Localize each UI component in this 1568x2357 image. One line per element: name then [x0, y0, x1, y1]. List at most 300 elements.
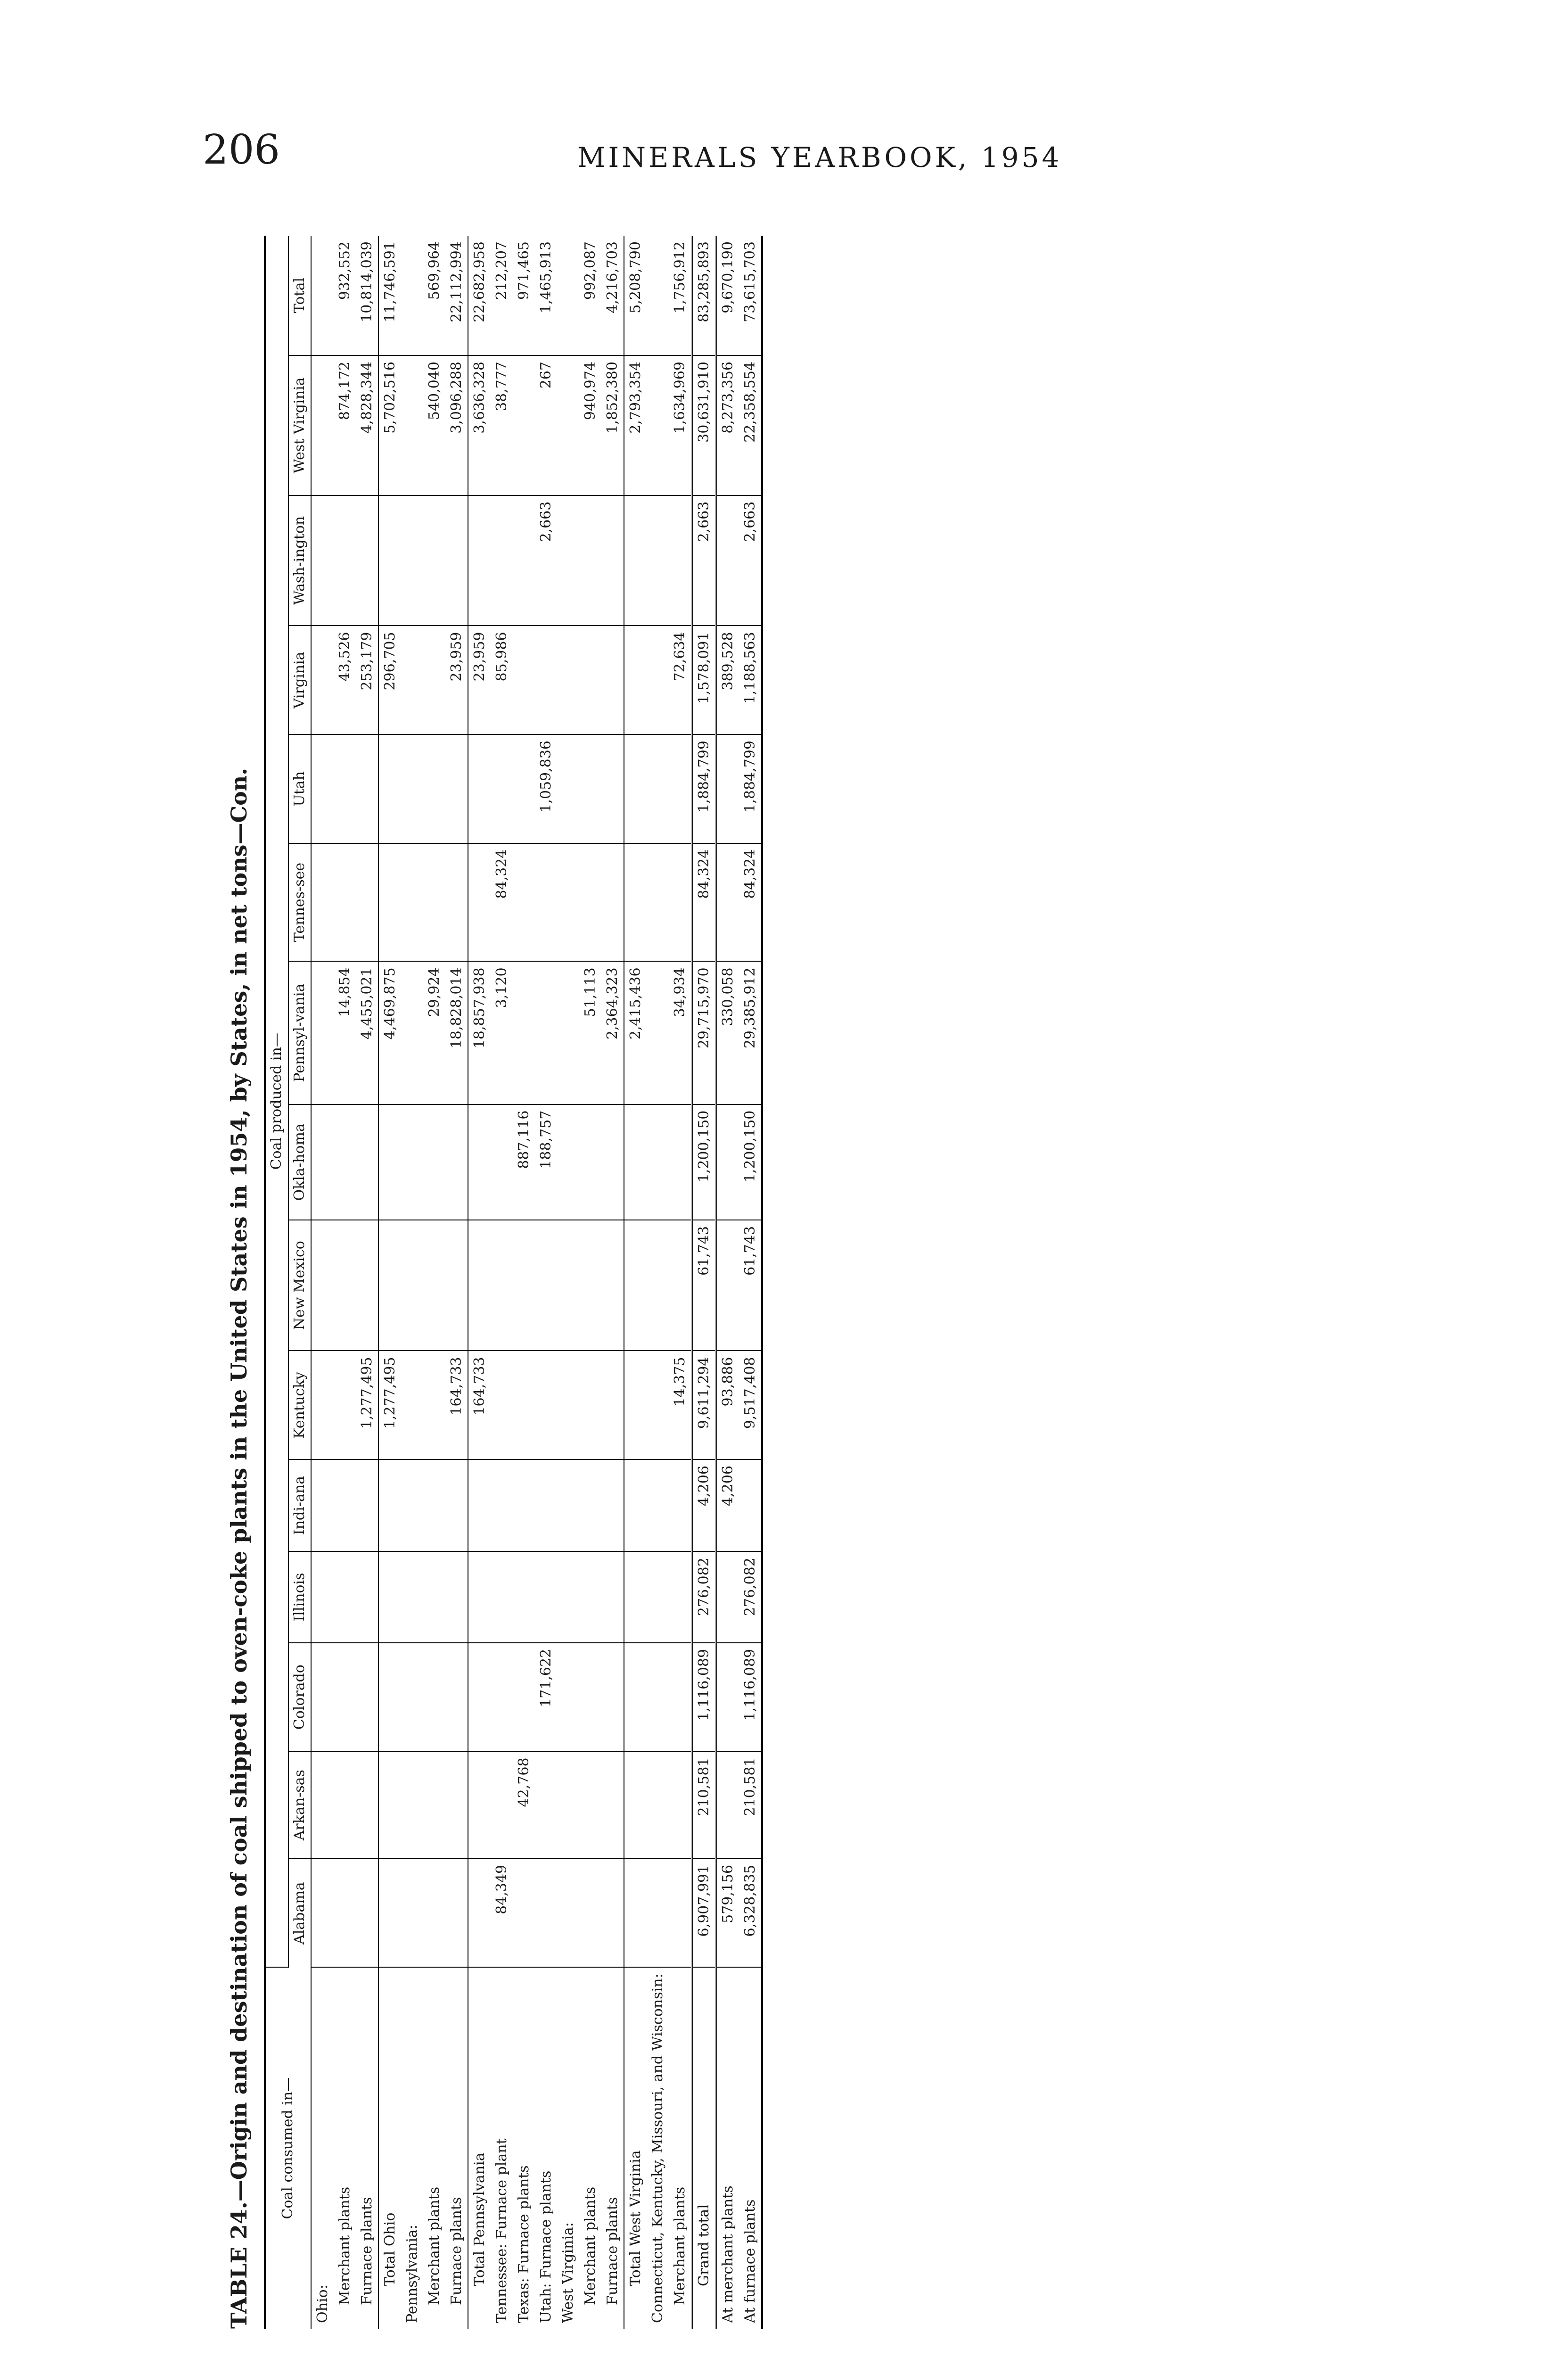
table-cell [356, 843, 378, 962]
table-cell [356, 1459, 378, 1551]
table-cell: 164,733 [468, 1351, 491, 1459]
table-cell: 5,208,790 [624, 236, 647, 355]
table-cell [669, 1220, 692, 1351]
table-row [378, 236, 401, 2329]
table-cell [356, 1751, 378, 1858]
table-cell: 22,682,958 [468, 236, 491, 355]
row-label: West Virginia: [560, 2222, 576, 2323]
table-cell [401, 1751, 423, 1858]
table-cell: 4,455,021 [356, 961, 378, 1104]
row-label: Grand total [692, 1967, 716, 2329]
table-cell: 1,116,089 [692, 1643, 716, 1752]
row-label: Merchant plants [337, 2186, 353, 2305]
table-cell [513, 1643, 535, 1752]
rotated-table-area [222, 203, 1164, 2348]
table-cell [401, 236, 423, 355]
table-cell [647, 355, 669, 495]
table-cell [513, 734, 535, 843]
table-cell [378, 1643, 401, 1752]
table-cell [445, 495, 468, 626]
row-label: Total West Virginia [624, 1967, 647, 2329]
table-cell: 43,526 [334, 626, 356, 734]
table-cell [647, 734, 669, 843]
table-cell [624, 1859, 647, 1968]
table-cell: 3,636,328 [468, 355, 491, 495]
table-cell [716, 1104, 739, 1220]
table-cell [601, 1751, 624, 1858]
table-row [601, 236, 624, 2329]
table-cell [468, 1104, 491, 1220]
table-cell: 6,328,835 [739, 1859, 762, 1968]
table-cell [423, 1104, 445, 1220]
coal-shipments-table [264, 236, 763, 2329]
table-cell [716, 843, 739, 962]
table-cell [401, 1104, 423, 1220]
table-cell [557, 1351, 579, 1459]
table-cell [716, 1220, 739, 1351]
table-cell: 5,702,516 [378, 355, 401, 495]
table-cell [579, 1859, 601, 1968]
table-cell: 61,743 [692, 1220, 716, 1351]
table-cell [334, 1220, 356, 1351]
table-cell [669, 734, 692, 843]
table-cell [669, 1751, 692, 1858]
table-cell: 296,705 [378, 626, 401, 734]
table-cell [624, 1351, 647, 1459]
table-cell [601, 1104, 624, 1220]
table-row [647, 236, 669, 2329]
table-cell: 18,828,014 [445, 961, 468, 1104]
table-cell [647, 626, 669, 734]
table-cell [557, 1859, 579, 1968]
table-cell [334, 1643, 356, 1752]
table-cell [423, 1351, 445, 1459]
row-label: Furnace plants [448, 2197, 465, 2305]
table-cell [491, 1220, 513, 1351]
row-label: Merchant plants [672, 2186, 688, 2305]
table-cell [334, 495, 356, 626]
table-cell [535, 1351, 557, 1459]
table-row [356, 236, 378, 2329]
table-cell: 9,611,294 [692, 1351, 716, 1459]
table-row [491, 236, 513, 2329]
table-cell: 276,082 [739, 1551, 762, 1643]
table-cell [579, 626, 601, 734]
table-cell [669, 843, 692, 962]
table-cell [601, 1859, 624, 1968]
table-cell: 971,465 [513, 236, 535, 355]
table-cell [311, 1859, 334, 1968]
table-cell [356, 1859, 378, 1968]
table-cell [468, 495, 491, 626]
row-label: At merchant plants [720, 2185, 736, 2323]
table-cell: 14,854 [334, 961, 356, 1104]
table-cell: 992,087 [579, 236, 601, 355]
table-cell: 22,112,994 [445, 236, 468, 355]
table-cell: 84,324 [692, 843, 716, 962]
table-cell [468, 1643, 491, 1752]
table-cell: 83,285,893 [692, 236, 716, 355]
table-cell [624, 1220, 647, 1351]
table-cell [601, 626, 624, 734]
table-cell [557, 1104, 579, 1220]
table-cell: 84,349 [491, 1859, 513, 1968]
table-cell [401, 495, 423, 626]
table-cell [579, 1751, 601, 1858]
table-cell [334, 1351, 356, 1459]
table-cell [491, 1459, 513, 1551]
table-cell [445, 1859, 468, 1968]
table-cell [491, 1551, 513, 1643]
table-cell [601, 1551, 624, 1643]
table-cell [513, 1459, 535, 1551]
table-cell: 330,058 [716, 961, 739, 1104]
table-row [445, 236, 468, 2329]
table-cell [423, 1220, 445, 1351]
table-cell: 1,852,380 [601, 355, 624, 495]
table-cell [401, 1351, 423, 1459]
table-cell [601, 843, 624, 962]
table-cell [557, 1643, 579, 1752]
table-cell [624, 843, 647, 962]
table-cell: 171,622 [535, 1643, 557, 1752]
table-cell [716, 1551, 739, 1643]
table-cell [579, 1104, 601, 1220]
table-cell: 569,964 [423, 236, 445, 355]
table-cell: 1,756,912 [669, 236, 692, 355]
table-cell [401, 1220, 423, 1351]
table-cell [513, 1859, 535, 1968]
table-cell [513, 495, 535, 626]
table-cell: 2,415,436 [624, 961, 647, 1104]
table-cell [423, 843, 445, 962]
table-cell [557, 1459, 579, 1551]
table-cell [535, 1551, 557, 1643]
table-cell [401, 1643, 423, 1752]
table-cell [445, 1751, 468, 1858]
table-cell: 940,974 [579, 355, 601, 495]
table-cell [535, 1859, 557, 1968]
table-cell [624, 1751, 647, 1858]
table-cell [468, 734, 491, 843]
table-cell [647, 236, 669, 355]
table-cell: 1,465,913 [535, 236, 557, 355]
table-cell: 1,188,563 [739, 626, 762, 734]
table-cell [311, 626, 334, 734]
table-cell [401, 626, 423, 734]
table-cell [311, 1220, 334, 1351]
table-cell [535, 1459, 557, 1551]
table-cell [468, 1459, 491, 1551]
table-cell [356, 1220, 378, 1351]
table-cell [535, 961, 557, 1104]
table-cell: 3,096,288 [445, 355, 468, 495]
column-header: Wash-ington [288, 495, 312, 626]
column-header: Pennsyl-vania [288, 961, 312, 1104]
table-cell: 42,768 [513, 1751, 535, 1858]
column-header: Illinois [288, 1551, 312, 1643]
table-cell: 9,670,190 [716, 236, 739, 355]
table-cell: 540,040 [423, 355, 445, 495]
table-cell: 4,216,703 [601, 236, 624, 355]
table-cell: 1,116,089 [739, 1643, 762, 1752]
table-cell: 84,324 [739, 843, 762, 962]
table-cell [513, 1351, 535, 1459]
table-cell [601, 495, 624, 626]
table-cell: 4,206 [716, 1459, 739, 1551]
table-cell: 210,581 [692, 1751, 716, 1858]
table-cell [356, 495, 378, 626]
column-header: Arkan-sas [288, 1751, 312, 1858]
table-cell: 1,884,799 [692, 734, 716, 843]
table-cell: 4,828,344 [356, 355, 378, 495]
table-cell: 2,663 [739, 495, 762, 626]
table-cell [535, 1751, 557, 1858]
table-cell [535, 626, 557, 734]
table-cell: 1,884,799 [739, 734, 762, 843]
table-cell [311, 236, 334, 355]
table-cell [423, 1859, 445, 1968]
table-cell [601, 1351, 624, 1459]
table-cell [334, 1459, 356, 1551]
table-cell [334, 843, 356, 962]
table-cell [513, 355, 535, 495]
table-cell [423, 734, 445, 843]
table-cell [601, 1643, 624, 1752]
table-cell [579, 1351, 601, 1459]
table-cell: 14,375 [669, 1351, 692, 1459]
table-cell [423, 1643, 445, 1752]
table-cell [557, 1751, 579, 1858]
table-row [311, 236, 334, 2329]
table-cell: 4,206 [692, 1459, 716, 1551]
table-cell [647, 843, 669, 962]
table-cell [311, 355, 334, 495]
table-row [468, 236, 491, 2329]
table-cell: 1,578,091 [692, 626, 716, 734]
table-cell [647, 1751, 669, 1858]
table-row [624, 236, 647, 2329]
table-cell [401, 1551, 423, 1643]
table-cell [513, 1551, 535, 1643]
table-cell [579, 495, 601, 626]
table-cell [356, 1643, 378, 1752]
table-cell [739, 1459, 762, 1551]
table-cell [624, 734, 647, 843]
table-cell: 10,814,039 [356, 236, 378, 355]
table-cell [311, 1351, 334, 1459]
table-cell: 85,986 [491, 626, 513, 734]
table-cell [334, 1104, 356, 1220]
table-cell [579, 843, 601, 962]
column-header: Indi-ana [288, 1459, 312, 1551]
table-cell [445, 1643, 468, 1752]
table-cell [535, 843, 557, 962]
table-cell [491, 1104, 513, 1220]
table-cell: 276,082 [692, 1551, 716, 1643]
table-cell [513, 843, 535, 962]
table-cell [624, 1459, 647, 1551]
table-cell [445, 734, 468, 843]
table-cell [669, 1459, 692, 1551]
table-cell [647, 1220, 669, 1351]
table-cell: 1,277,495 [378, 1351, 401, 1459]
table-cell [378, 495, 401, 626]
table-cell [669, 1643, 692, 1752]
table-cell: 84,324 [491, 843, 513, 962]
table-cell [601, 734, 624, 843]
row-label: Texas: Furnace plants [516, 2165, 532, 2323]
table-cell: 874,172 [334, 355, 356, 495]
table-cell [468, 843, 491, 962]
table-cell: 3,120 [491, 961, 513, 1104]
table-cell [334, 1751, 356, 1858]
table-row [513, 236, 535, 2329]
table-cell: 18,857,938 [468, 961, 491, 1104]
table-cell [491, 1643, 513, 1752]
row-header: Coal consumed in— [265, 1967, 311, 2329]
column-header: Okla-homa [288, 1104, 312, 1220]
table-cell [647, 1859, 669, 1968]
table-cell [557, 961, 579, 1104]
table-cell [423, 1551, 445, 1643]
column-header: Tennes-see [288, 843, 312, 962]
row-label: Total Ohio [378, 1967, 401, 2329]
table-row [716, 236, 739, 2329]
table-title: TABLE 24.—Origin and destination of coal shipped to oven-coke plants in the United States in 1954, by States, in net tons—Con. [226, 767, 252, 2329]
table-cell: 22,358,554 [739, 355, 762, 495]
table-cell [311, 961, 334, 1104]
table-cell: 887,116 [513, 1104, 535, 1220]
table-cell [378, 1459, 401, 1551]
table-cell [491, 495, 513, 626]
table-cell: 4,469,875 [378, 961, 401, 1104]
table-cell [557, 236, 579, 355]
table-cell [624, 1104, 647, 1220]
column-header: Virginia [288, 626, 312, 734]
column-header: Colorado [288, 1643, 312, 1752]
table-cell: 29,715,970 [692, 961, 716, 1104]
table-cell [716, 495, 739, 626]
table-cell [311, 1643, 334, 1752]
table-cell: 1,200,150 [692, 1104, 716, 1220]
table-cell [311, 843, 334, 962]
table-cell: 23,959 [468, 626, 491, 734]
table-cell [716, 1751, 739, 1858]
table-cell [311, 1751, 334, 1858]
table-row [401, 236, 423, 2329]
table-cell [557, 843, 579, 962]
row-label: Total Pennsylvania [468, 1967, 491, 2329]
column-header: Kentucky [288, 1351, 312, 1459]
table-cell: 932,552 [334, 236, 356, 355]
table-cell: 212,207 [491, 236, 513, 355]
table-cell [557, 1220, 579, 1351]
table-cell [378, 1220, 401, 1351]
table-cell [334, 1551, 356, 1643]
table-cell [601, 1220, 624, 1351]
table-cell [356, 1104, 378, 1220]
table-cell [311, 495, 334, 626]
table-cell [423, 626, 445, 734]
table-cell [716, 734, 739, 843]
table-cell: 6,907,991 [692, 1859, 716, 1968]
table-cell: 267 [535, 355, 557, 495]
table-cell: 164,733 [445, 1351, 468, 1459]
table-cell [579, 734, 601, 843]
table-cell [491, 734, 513, 843]
table-cell [513, 1220, 535, 1351]
table-cell [579, 1643, 601, 1752]
group-header: Coal produced in— [265, 236, 288, 1967]
table-cell [557, 626, 579, 734]
table-cell [401, 961, 423, 1104]
table-cell [601, 1459, 624, 1551]
table-cell [647, 961, 669, 1104]
table-cell [647, 1551, 669, 1643]
column-header: Total [288, 236, 312, 355]
row-label: At furnace plants [742, 2199, 758, 2323]
table-cell [535, 1220, 557, 1351]
table-cell: 72,634 [669, 626, 692, 734]
table-row [535, 236, 557, 2329]
table-row [557, 236, 579, 2329]
table-cell: 93,886 [716, 1351, 739, 1459]
table-cell: 29,924 [423, 961, 445, 1104]
row-label: Ohio: [314, 2284, 331, 2323]
table-row [669, 236, 692, 2329]
table-cell [468, 1751, 491, 1858]
table-cell: 51,113 [579, 961, 601, 1104]
table-cell [445, 843, 468, 962]
column-header: New Mexico [288, 1220, 312, 1351]
table-cell [468, 1220, 491, 1351]
table-cell [334, 1859, 356, 1968]
table-cell: 61,743 [739, 1220, 762, 1351]
table-cell [401, 734, 423, 843]
rotated-content [222, 203, 1164, 2348]
table-cell [468, 1551, 491, 1643]
table-cell [647, 495, 669, 626]
table-cell: 1,200,150 [739, 1104, 762, 1220]
table-cell [445, 1104, 468, 1220]
table-cell [669, 1104, 692, 1220]
table-cell: 1,277,495 [356, 1351, 378, 1459]
table-cell [557, 1551, 579, 1643]
table-cell [334, 734, 356, 843]
table-cell [401, 1859, 423, 1968]
table-cell [579, 1220, 601, 1351]
table-cell [647, 1351, 669, 1459]
table-cell [378, 1104, 401, 1220]
table-cell [378, 1751, 401, 1858]
table-cell [311, 1459, 334, 1551]
table-cell: 253,179 [356, 626, 378, 734]
table-cell: 2,663 [692, 495, 716, 626]
table-cell: 1,059,836 [535, 734, 557, 843]
table-cell: 30,631,910 [692, 355, 716, 495]
column-header: West Virginia [288, 355, 312, 495]
table-cell [491, 1351, 513, 1459]
table-cell: 188,757 [535, 1104, 557, 1220]
table-cell: 210,581 [739, 1751, 762, 1858]
table-cell [579, 1459, 601, 1551]
table-cell [311, 734, 334, 843]
table-cell: 8,273,356 [716, 355, 739, 495]
table-cell: 1,634,969 [669, 355, 692, 495]
table-cell: 73,615,703 [739, 236, 762, 355]
table-cell [468, 1859, 491, 1968]
